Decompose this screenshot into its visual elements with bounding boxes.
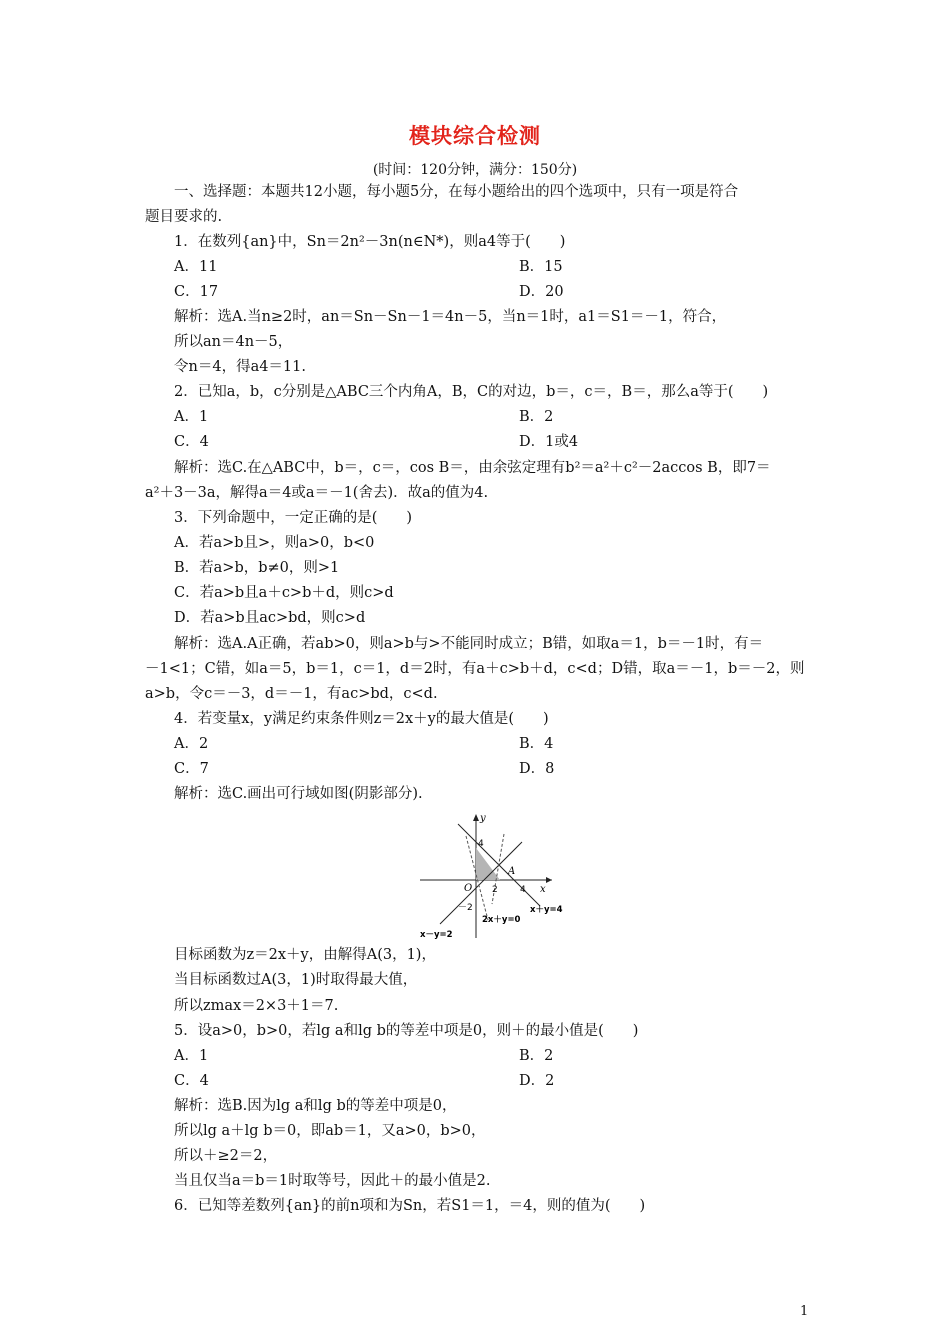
question-2: 2．已知a，b，c分别是△ABC三个内角A，B，C的对边，b＝，c＝，B＝，那么a等于( ) xyxy=(174,384,769,400)
option-2c: C．4 xyxy=(174,434,209,450)
option-1a: A．11 xyxy=(174,259,218,275)
option-4a: A．2 xyxy=(174,736,209,752)
solution-1-line: 所以an＝4n－5， xyxy=(174,334,293,350)
exam-time-info: (时间：120分钟，满分：150分) xyxy=(372,162,578,178)
solution-4-line: 当目标函数过A(3，1)时取得最大值， xyxy=(174,972,418,988)
section-heading-cont: 题目要求的. xyxy=(145,209,223,225)
option-4c: C．7 xyxy=(174,761,209,777)
tick-x-4: 4 xyxy=(520,885,526,895)
label-point-a: A xyxy=(508,866,516,877)
option-1d: D．20 xyxy=(519,284,564,300)
solution-1-line: 解析：选A.当n≥2时，an＝Sn－Sn－1＝4n－5，当n＝1时，a1＝S1＝－1，符合， xyxy=(174,309,727,325)
solution-5-line: 解析：选B.因为lg a和lg b的等差中项是0， xyxy=(174,1098,457,1114)
solution-1-line: 令n＝4，得a4＝11. xyxy=(174,359,306,375)
solution-5-line: 所以lg a＋lg b＝0，即ab＝1，又a>0，b>0， xyxy=(174,1123,486,1139)
option-3c: C．若a>b且a＋c>b＋d，则c>d xyxy=(174,585,394,601)
solution-2-line: a²＋3－3a，解得a＝4或a＝－1(舍去)．故a的值为4. xyxy=(145,485,489,501)
option-3d: D．若a>b且ac>bd，则c>d xyxy=(174,610,366,626)
solution-5-line: 当且仅当a＝b＝1时取等号，因此＋的最小值是2. xyxy=(174,1173,491,1189)
shaded-region xyxy=(476,848,500,880)
option-2b: B．2 xyxy=(519,409,554,425)
label-x: x xyxy=(540,884,546,895)
option-1c: C．17 xyxy=(174,284,219,300)
solution-2-line: 解析：选C.在△ABC中，b＝，c＝，cos B＝，由余弦定理有b²＝a²＋c²－2accos B，即7＝ xyxy=(174,460,771,476)
page-title: 模块综合检测 xyxy=(409,124,541,148)
question-1: 1．在数列{an}中，Sn＝2n²－3n(n∈N*)，则a4等于( ) xyxy=(174,234,566,250)
option-4b: B．4 xyxy=(519,736,554,752)
solution-3-line: －1<1；C错，如a＝5，b＝1，c＝1，d＝2时，有a＋c>b＋d，c<d；D错，取a＝－1，b＝－2，则 xyxy=(145,661,805,677)
label-line-2x-plus-y-0: 2x＋y=0 xyxy=(482,915,521,925)
question-6: 6．已知等差数列{an}的前n项和为Sn，若S1＝1，＝4，则的值为( ) xyxy=(174,1198,646,1214)
question-4: 4．若变量x，y满足约束条件则z＝2x＋y的最大值是( ) xyxy=(174,711,549,727)
option-3b: B．若a>b，b≠0，则>1 xyxy=(174,560,340,576)
question-3: 3．下列命题中，一定正确的是( ) xyxy=(174,510,413,526)
label-y: y xyxy=(480,813,486,824)
label-line-x-minus-y-2: x－y=2 xyxy=(420,930,453,940)
label-line-x-plus-y-4: x＋y=4 xyxy=(530,905,563,915)
option-5a: A．1 xyxy=(174,1048,209,1064)
option-5c: C．4 xyxy=(174,1073,209,1089)
tick-y-4: 4 xyxy=(478,839,484,849)
option-2a: A．1 xyxy=(174,409,209,425)
tick-y-neg2: －2 xyxy=(458,903,473,913)
solution-4-line: 目标函数为z＝2x＋y，由解得A(3，1)， xyxy=(174,947,436,963)
line-x-minus-y-2 xyxy=(440,842,522,924)
option-3a: A．若a>b且>，则a>0，b<0 xyxy=(174,535,375,551)
option-4d: D．8 xyxy=(519,761,555,777)
option-2d: D．1或4 xyxy=(519,434,579,450)
solution-3-line: 解析：选A.A正确，若ab>0，则a>b与>不能同时成立；B错，如取a＝1，b＝－1时，有＝ xyxy=(174,636,764,652)
page-number: 1 xyxy=(800,1304,809,1319)
feasible-region-figure xyxy=(418,812,563,942)
option-1b: B．15 xyxy=(519,259,563,275)
option-5d: D．2 xyxy=(519,1073,555,1089)
section-heading: 一、选择题：本题共12小题，每小题5分，在每小题给出的四个选项中，只有一项是符合 xyxy=(174,184,739,200)
option-5b: B．2 xyxy=(519,1048,554,1064)
solution-5-line: 所以＋≥2＝2， xyxy=(174,1148,278,1164)
solution-3-line: a>b，令c＝－3，d＝－1，有ac>bd，c<d. xyxy=(145,686,438,702)
x-axis-arrow xyxy=(546,877,552,883)
y-axis-arrow xyxy=(473,814,479,821)
tick-x-2: 2 xyxy=(492,885,498,895)
solution-4-line: 解析：选C.画出可行域如图(阴影部分). xyxy=(174,786,423,802)
label-origin: O xyxy=(464,883,473,894)
solution-4-line: 所以zmax＝2×3＋1＝7. xyxy=(174,998,339,1014)
question-5: 5．设a>0，b>0，若lg a和lg b的等差中项是0，则＋的最小值是( ) xyxy=(174,1023,639,1039)
